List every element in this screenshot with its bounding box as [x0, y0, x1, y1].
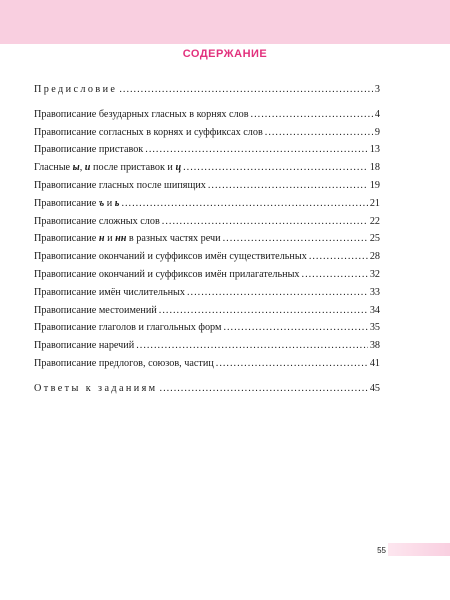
dot-leader [265, 124, 373, 142]
toc-entry[interactable] [34, 195, 380, 213]
dot-leader [251, 106, 373, 124]
dot-leader [208, 177, 368, 195]
dot-leader [121, 195, 367, 213]
table-of-contents [34, 81, 380, 398]
top-decor-band [0, 0, 450, 44]
toc-entry-page: 18 [369, 162, 380, 174]
dot-leader [216, 355, 368, 373]
toc-entry-page: 28 [369, 251, 380, 263]
dot-leader [309, 248, 368, 266]
toc-entry-page: 19 [369, 179, 380, 191]
toc-entry[interactable] [34, 159, 380, 177]
toc-entry-page: 3 [374, 84, 380, 95]
toc-entry-page: 22 [369, 215, 380, 227]
dot-leader [160, 380, 368, 398]
dot-leader [187, 284, 368, 302]
toc-entry-page: 25 [369, 233, 380, 245]
toc-entry-title: Правописание н и нн в разных частях речи [34, 233, 221, 245]
toc-entry-page: 21 [369, 197, 380, 209]
dot-leader [145, 141, 368, 159]
toc-entry[interactable] [34, 248, 380, 266]
toc-entry-title: Правописание приставок [34, 144, 144, 156]
toc-entry[interactable] [34, 213, 380, 231]
toc-entry-title: Правописание наречий [34, 340, 135, 352]
toc-entry-title: Правописание согласных в корнях и суффиксах слов [34, 126, 263, 138]
toc-entry-title: Правописание местоимений [34, 304, 157, 316]
dot-leader [302, 266, 368, 284]
toc-entry-page: 13 [369, 144, 380, 156]
dot-leader [136, 337, 368, 355]
toc-entry-title: Гласные ы, и после приставок и ц [34, 162, 182, 174]
toc-entry-page: 41 [369, 357, 380, 369]
toc-entry-title: Правописание гласных после шипящих [34, 179, 206, 191]
toc-entry-page: 45 [369, 382, 380, 394]
page-title: СОДЕРЖАНИЕ [182, 48, 268, 60]
toc-entry-page: 32 [369, 268, 380, 280]
toc-entry-title: Правописание имён числительных [34, 286, 185, 298]
toc-entry[interactable] [34, 355, 380, 373]
toc-entry-page: 38 [369, 340, 380, 352]
toc-entry-page: 4 [374, 108, 380, 120]
toc-entry-title: Правописание глаголов и глагольных форм [34, 322, 222, 334]
toc-entry-title: Правописание безударных гласных в корнях слов [34, 108, 249, 120]
dot-leader [162, 213, 368, 231]
dot-leader [159, 302, 368, 320]
toc-entry[interactable] [34, 284, 380, 302]
toc-entry[interactable] [34, 141, 380, 159]
toc-entry-page: 34 [369, 304, 380, 316]
toc-entry-title: Ответы к заданиям [34, 382, 158, 394]
toc-entry-title: Правописание сложных слов [34, 215, 160, 227]
toc-entry-page: 33 [369, 286, 380, 298]
toc-entry-title: Правописание предлогов, союзов, частиц [34, 357, 214, 369]
toc-entry[interactable] [34, 230, 380, 248]
toc-entry-answers[interactable] [34, 380, 380, 398]
toc-entry-page: 35 [369, 322, 380, 334]
bottom-decor-band [388, 543, 450, 556]
toc-entry-title: Предисловие [34, 84, 118, 95]
dot-leader [223, 319, 367, 337]
toc-entry[interactable] [34, 124, 380, 142]
toc-entry[interactable] [34, 106, 380, 124]
toc-entry-title: Правописание окончаний и суффиксов имён существительных [34, 251, 307, 263]
dot-leader [183, 159, 368, 177]
toc-entry[interactable] [34, 337, 380, 355]
toc-entry[interactable] [34, 319, 380, 337]
dot-leader [223, 230, 368, 248]
dot-leader [119, 81, 373, 99]
toc-entry-title: Правописание ъ и ь [34, 197, 120, 209]
toc-entry[interactable] [34, 266, 380, 284]
page-number: 55 [377, 546, 386, 555]
toc-entry[interactable] [34, 177, 380, 195]
toc-entry-page: 9 [374, 126, 380, 138]
toc-entry[interactable] [34, 302, 380, 320]
toc-entry-preface[interactable] [34, 81, 380, 99]
toc-entry-title: Правописание окончаний и суффиксов имён прилагательных [34, 268, 300, 280]
